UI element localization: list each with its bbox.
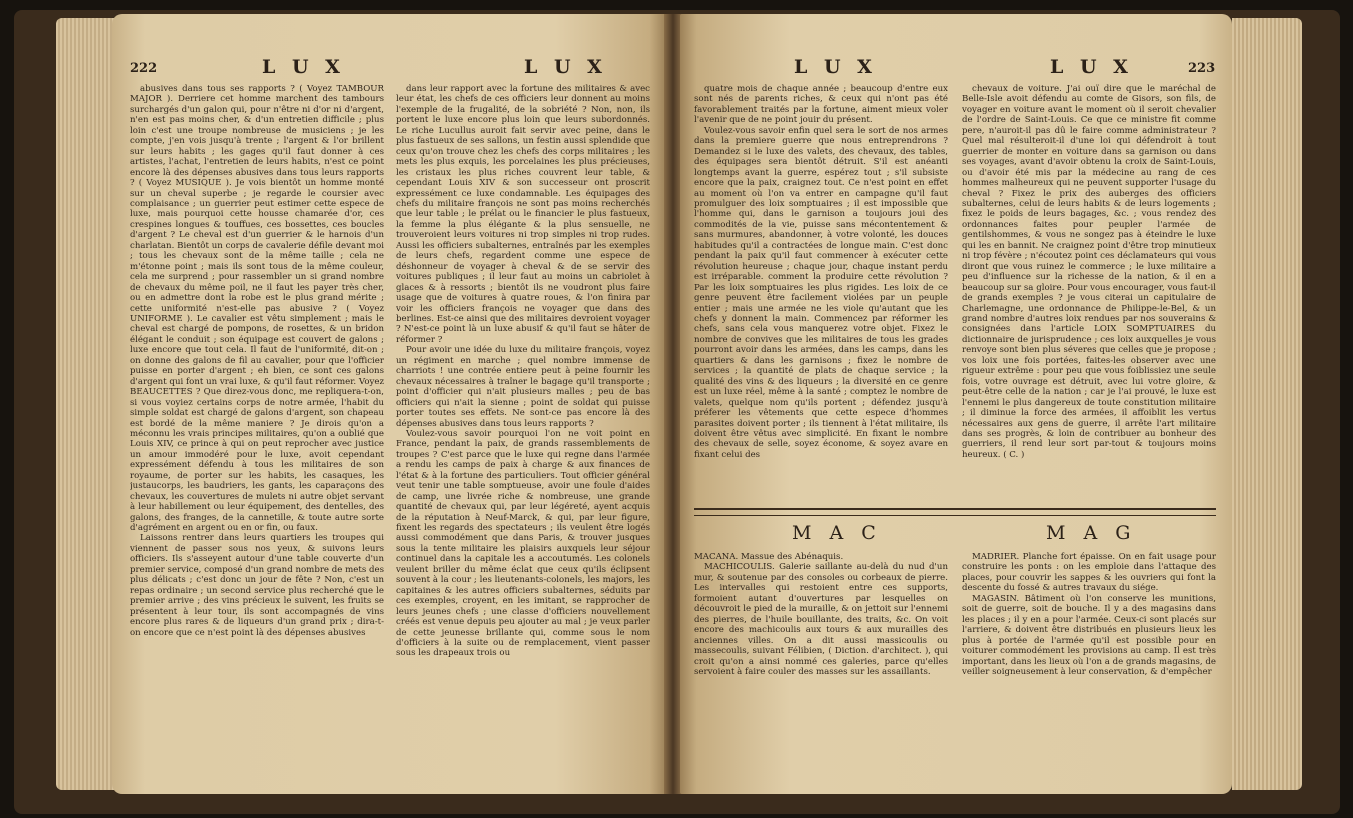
paragraph: quatre mois de chaque année ; beaucoup d'entre eux sont nés de parents riches, & ceux qui n'ont pas été favorablement traités par la fortune, aiment mieux voler l'avenir que de ne point jouir du présent. (694, 84, 948, 126)
section-heading-mac: M A C (792, 522, 882, 544)
right-column-1-lower (694, 552, 948, 790)
running-head-right-column: L U X (1050, 56, 1133, 78)
paragraph: Pour avoir une idée du luxe du militaire françois, voyez un régiment en marche ; quel nombre immense de charriots ! une contrée entiere peut à peine fournir les chevaux nécessaires à traîner le bagage qu'il transporte ; point d'officier qui n'ait plusieurs malles ; peu de bas officiers qui n'ait la sienne ; point de soldat qui puisse porter toutes ses effets. Ne sont-ce pas encore là des dépenses abusives dans tous leurs rapports ? (396, 345, 650, 429)
page-number: 222 (130, 61, 158, 76)
right-column-2-lower (962, 552, 1216, 790)
left-column-1 (130, 84, 384, 789)
left-page (112, 14, 666, 794)
section-heading-mag: M A G (1046, 522, 1137, 544)
entry-magasin: MAGASIN. Bâtiment où l'on conserve les munitions, soit de guerre, soit de bouche. Il y a des magasins dans les places ; il y en a pour l'armée. Ceux-ci sont placés sur l'arriere, & doivent être distribués en plusieurs lieux les plus à portée de l'armée qu'il est possible pour en voiturer commodément les provisions au camp. Il est très important, dans les lieux où l'on a de grands magasins, de veiller soigneusement à leur conservation, & d'empêcher (962, 593, 1216, 677)
running-head-right-column: L U X (524, 56, 607, 78)
running-head: L U X (262, 56, 345, 78)
page-edges-right (1232, 18, 1302, 790)
left-column-2 (396, 84, 650, 789)
paragraph: dans leur rapport avec la fortune des militaires & avec leur état, les chefs de ces officiers leur donnent au moins l'exemple de la frugalité, de la sobriété ? Non, non, ils portent le luxe encore plus loin que leurs subordonnés. Le riche Lucullus auroit fait servir avec peine, dans le plus fastueux de ses sallons, un festin aussi splendide que ceux qu'on trouve chez les chefs des corps militaires ; les mets les plus exquis, les porcelaines les plus précieuses, les cristaux les plus riches couvrent leur table, & cependant Louis XIV & son successeur ont proscrit expressément ce luxe condamnable. Les équipages des chefs du militaire françois ne sont pas moins recherchés que leur table ; le prélat ou le financier le plus fastueux, la femme la plus élégante & la plus sensuelle, ne trouveroient leurs voitures ni trop simples ni trop rudes. Aussi les officiers subalternes, entraînés par les exemples de leurs chefs, regardent comme une espece de déshonneur de voyager à cheval & de se servir des voitures publiques ; il leur faut au moins un cabriolet à glaces & à ressorts ; bientôt ils ne voudront plus faire usage que de voitures à quatre roues, & l'on finira par voir les officiers françois ne voyager que dans des berlines. Est-ce ainsi que des militaires devroient voyager ? N'est-ce point là un luxe abusif & qu'il faut se hâter de réformer ? (396, 84, 650, 345)
right-column-1 (694, 84, 948, 502)
paragraph: Laissons rentrer dans leurs quartiers les troupes qui viennent de passer sous nos yeux, & suivons leurs officiers. Ils s'asseyent autour d'une table couverte d'un premier service, composé d'un grand nombre de mets des plus délicats ; c'est donc un jour de fête ? Non, c'est un repas ordinaire ; un second service plus recherché que le premier arrive ; des vins précieux le suivent, les fruits se présentent à leur tour, ils sont accompagnés de vins encore plus rares & de liqueurs d'un grand prix ; dira-t-on encore que ce n'est point là des dépenses abusives (130, 533, 384, 638)
entry-macana: MACANA. Massue des Abénaquis. (694, 552, 844, 562)
right-page (680, 14, 1232, 794)
page-edges-left (56, 18, 114, 790)
page-number: 223 (1188, 61, 1216, 76)
section-divider (694, 508, 1216, 516)
entry-madrier: MADRIER. Planche fort épaisse. On en fait usage pour construire les ponts : on les emploie dans l'attaque des places, pour couvrir les sappes & les ouvriers qui font la descente du fossé & autres travaux du siége. (962, 552, 1216, 594)
right-column-2 (962, 84, 1216, 502)
entry-machicoulis: MACHICOULIS. Galerie saillante au-delà du nud d'un mur, & soutenue par des consoles ou corbeaux de pierre. Les intervalles qui restoient entre ces supports, formoient autant d'ouvertures par lesquelles on découvroit le pied de la muraille, & on jettoit sur l'ennemi des pierres, de l'huile bouillante, des traits, &c. On voit encore des machicoulis aux tours & aux murailles des anciennes villes. On a dit aussi massicoulis ou massecoulis, suivant Félibien, ( Diction. d'architect. ), qui croit qu'on a ainsi nommé ces galeries, parce qu'elles servoient à faire couler des masses sur les assaillants. (694, 562, 948, 677)
paragraph: Voulez-vous savoir enfin quel sera le sort de nos armes dans la premiere guerre que nous entreprendrons ? Demandez si le luxe des valets, des chevaux, des tables, des équipages sera bientôt détruit. S'il est anéanti longtemps avant la guerre, espérez tout ; s'il subsiste encore que la paix, craignez tout. Ce n'est point en effet au moment où l'on va entrer en campagne qu'il faut promulguer des loix somptuaires ; il est impossible que l'homme qui, dans le garnison a toujours joui des commodités de la vie, puisse sans mécontentement & sans murmures, abandonner, à votre volonté, les douces habitudes qu'il a contractées de longue main. C'est donc pendant la paix qu'il faut commencer à exécuter cette révolution heureuse ; chaque jour, chaque instant perdu est irréparable. comment la produire cette révolution ? Par les loix somptuaires les plus rigides. Les loix de ce genre peuvent être facilement violées par un peuple entier ; mais une armée ne les viole qu'autant que les chefs y donnent la main. Commencez par réformer les chefs, sans cela vous manquerez votre objet. Fixez le nombre de convives que les militaires de tous les grades pourront avoir dans les armées, dans les camps, dans les quartiers & dans les garnisons ; fixez le nombre de services ; la quantité de plats de chaque service ; la qualité des vins & des liqueurs ; la diversité en ce genre est un luxe réel, même à la santé ; comptez le nombre de valets, quelque nom qu'ils portent ; défendez jusqu'à préferer les vêtements que cette espece d'hommes parasites doivent porter ; ils tiennent à l'état militaire, ils doivent être vêtus avec simplicité. En fixant le nombre des chevaux de selle, soyez économe, & soyez avare en fixant celui des (694, 125, 948, 460)
paragraph: abusives dans tous ses rapports ? ( Voyez TAMBOUR MAJOR ). Derriere cet homme marchent des tambours surchargés d'un galon qui, pour n'être ni d'or ni d'argent, n'en est pas moins cher, & d'un entretien difficile ; plus loin c'est une troupe nombreuse de musiciens ; je les compte, j'en vois jusqu'à trente ; l'argent & l'or brillent sur leurs habits ; les gages qu'il faut donner à ces artistes, l'achat, l'entretien de leurs habits, n'est ce point encore là des dépenses abusives dans tous leurs rapports ? ( Voyez MUSIQUE ). Je vois bientôt un homme monté sur un cheval superbe ; je regarde le coursier avec complaisance ; un guerrier peut estimer cette espece de luxe, mais pourquoi cette housse chamarée d'or, ces crespines longues & touffues, ces bossettes, ces boucles d'argent ? Le cheval est d'un guerrier & le harnois d'un charlatan. Bientôt un corps de cavalerie défile devant moi ; tous les chevaux sont de la même taille ; cela ne m'étonne point ; mais ils sont tous de la même couleur, cela me surprend ; pour rassembler un si grand nombre de chevaux du même poil, ne il faut les payer très cher, ou en admettre dont la robe est le plus grand mérite ; cette uniformité n'est-elle pas abusive ? ( Voyez UNIFORME ). Le cavalier est vêtu simplement ; mais le cheval est chargé de pompons, de rosettes, & un bridon élégant le conduit ; son équipage est couvert de galons ; luxe encore que tout cela. Il faut de l'uniformité, dit-on ; on donne des galons de fil au cavalier, pour que l'officier puisse en porter d'argent ; eh bien, ce sont ces galons d'argent qui font un vrai luxe, & qu'il faut réformer. Voyez BEAUCETTES ? Que direz-vous donc, me repliquera-t-on, si vous voyiez certains corps de notre armée, l'habit du simple soldat est chargé de galons d'argent, son chapeau est bordé de la même maniere ? Je dirois qu'on a méconnu les vrais principes militaires, qu'on a oublié que Louis XIV, ce prince à qui on peut reprocher avec justice un amour immodéré pour le luxe, avoit cependant expressément défendu à tous les militaires de son royaume, de porter sur les habits, les casaques, les justaucorps, les baudriers, les gants, les caparaçons des chevaux, les couvertures de mulets ni autre objet servant à leur habillement ou leur équipement, des dentelles, des galons, des franges, de la cannetille, & toute autre sorte d'agrément en argent ou en or fin, ou faux. (130, 84, 384, 534)
running-head: L U X (794, 56, 877, 78)
paragraph: chevaux de voiture. J'ai ouï dire que le maréchal de Belle-Isle avoit défendu au comte de Gisors, son fils, de voyager en voiture avant le moment où il seroit chevalier de l'ordre de Saint-Louis. Ce que ce ministre fit comme pere, n'auroit-il pas dû le faire comme administrateur ? Quel mal résulteroit-il d'une loi qui défendroit à tout guerrier de monter en voiture dans sa garnison ou dans ses voyages, avant d'avoir obtenu la croix de Saint-Louis, ou d'avoir été mis par la médecine au rang de ces hommes malheureux qui ne peuvent supporter l'usage du cheval ? Fixez le prix des auberges des officiers subalternes, celui de leurs habits & de leurs logements ; fixez le poids de leurs bagages, &c. ; vous rendez des ordonnances faites pour peupler l'armée de gentilshommes, & vous ne songez pas à éteindre le luxe qui les en bannit. Ne craignez point d'être trop minutieux ni trop févère ; n'écoutez point ces déclamateurs qui vous diront que vous ruinez le commerce ; le luxe militaire a peu d'influence sur la richesse de la nation, & il en a beaucoup sur sa gloire. Pour vous encourager, vous faut-il de grands exemples ? je vous citerai un capitulaire de Charlemagne, une ordonnance de Philippe-le-Bel, & un grand nombre d'autres loix rendues par nos souverains & consignées dans l'article LOIX SOMPTUAIRES du dictionnaire de jurisprudence ; ces loix auxquelles je vous renvoye sont bien plus séveres que celles que je propose ; vos loix une fois portées, faites-les observer avec une rigueur extrême : pour peu que vous foiblissiez une seule fois, votre ouvrage est détruit, avec lui votre gloire, & peut-être celle de la nation ; car je l'ai prouvé, le luxe est l'ennemi le plus dangereux de toute constitution militaire ; il diminue la force des armées, il affoiblit les vertus nécessaires aux gens de guerre, il arrête l'art militaire dans ses progrès, & loin de contribuer au bonheur des guerriers, il rend leur sort par-tout & toujours moins heureux. ( C. ) (962, 84, 1216, 460)
paragraph: Voulez-vous savoir pourquoi l'on ne voit point en France, pendant la paix, de grands rassemblements de troupes ? C'est parce que le luxe qui regne dans l'armée a rendu les camps de paix à charge & aux finances de l'état & à la fortune des particuliers. Tout officier général veut tenir une table somptueuse, avoir une foule d'aides de camp, une livrée riche & nombreuse, une grande quantité de chevaux qui, par leur légéreté, ayent acquis de la réputation à Neuf-Marck, & qui, par leur figure, fixent les regards des spectateurs ; ils veulent être logés aussi commodément que dans Paris, & trouver jusques sous la tente militaire les plaisirs auxquels leur séjour continuel dans la capitale les a accoutumés. Les colonels veulent briller du même éclat que ceux qu'ils éclipsent souvent à la cour ; les lieutenants-colonels, les majors, les capitaines & les autres officiers subalternes, séduits par ces exemples, croyent, en les imitant, se rapprocher de leurs jeunes chefs ; une classe d'officiers nouvellement créés est venue depuis peu ajouter au mal ; je veux parler de cette jeunesse brillante qui, comme sous le nom d'officiers à la suite ou de remplacement, vient passer sous les drapeaux trois ou (396, 428, 650, 659)
